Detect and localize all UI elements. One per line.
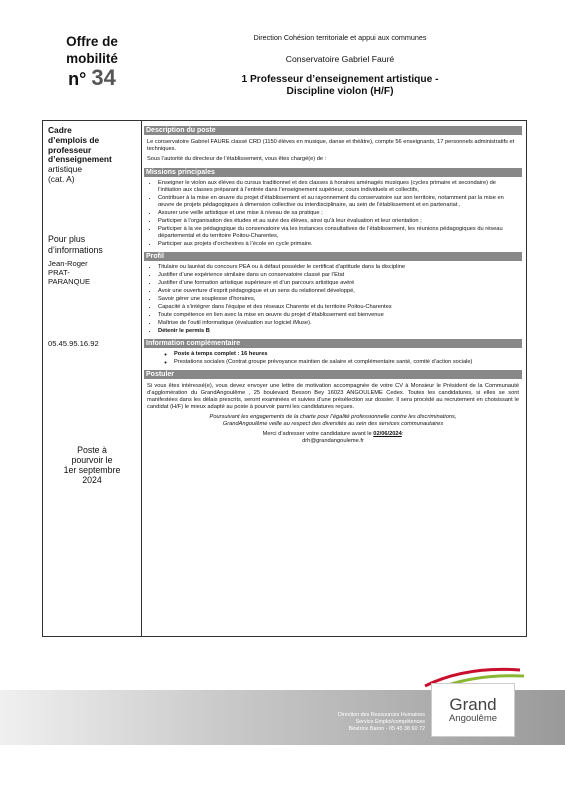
list-item: • Assurer une veille artistique et une mise à niveau de sa pratique ; <box>158 210 519 217</box>
send-prefix: Merci d’adresser votre candidature avant le <box>262 431 372 437</box>
list-item: ◦ Poste à temps complet : 16 heures <box>174 351 522 358</box>
cadre-emplois <box>48 126 138 185</box>
postuler-text: Si vous êtes intéressé(e), vous devez envoyer une lettre de motivation accompagnée de votre CV à Monsieur le Président de la Communauté d’agglomération du GrandAngoulême , 25 boulevard Besson Bey 16023 ANGOULEME Cedex. Toutes les candidatures, si elles se sont manifestées dans les délais prescrits, seront examinées et suivies d’une présélection sur dossier. Il sera procédé au recrutement en choisissant le candidat (H/F) le mieux adapté au poste à pourvoir parmi les candidatures reçues. <box>147 383 519 410</box>
cadre-line: d’enseignement <box>48 154 112 165</box>
description-text-1: Le conservatoire Gabriel FAURE classé CRD (1150 élèves en musique, danse et théâtre), compte 56 enseignants, 17 personnels administratifs et techniques. <box>147 139 515 152</box>
send-suffix: : <box>401 431 404 437</box>
post-start-date <box>43 445 141 485</box>
postuler-heading: Postuler <box>144 370 522 379</box>
contact-line: PARANQUE <box>48 277 91 286</box>
cadre-line: professeur <box>48 144 92 155</box>
list-item: • Enseigner le violon aux élèves du cursus traditionnel et des classes à horaires aménagés musiques (cycles primaire et secondaire) de l’initiation aux classes préparant à l’entrée dans l’enseignement supérieur, cours individuels et collectifs, <box>158 180 519 194</box>
list-item: • Contribuer à la mise en œuvre du projet d’établissement et au rayonnement du conservatoire sur son territoire, notamment par la mise en œuvre de projets pédagogiques à dimension collective ou interdisciplinaire, au sein de l’établissement et en partenariat , <box>158 195 519 209</box>
offer-number <box>42 65 142 90</box>
charter-text <box>144 414 522 428</box>
list-item: • Participer à la vie pédagogique du conservatoire via les instances consultatives de l’établissement, les réunions pédagogiques du réseau départemental et du territoire Poitou-Charentes, <box>158 226 519 240</box>
list-item: • Justifier d’une expérience similaire dans un conservatoire classé par l’Etat <box>158 272 519 279</box>
offer-label-1: Offre de <box>66 34 118 49</box>
offer-number-value: 34 <box>91 65 116 90</box>
missions-heading: Missions principales <box>144 168 522 177</box>
offer-frame <box>42 120 527 637</box>
logo-text-2: Angoulême <box>448 713 498 724</box>
post-title-line-2: Discipline violon (H/F) <box>286 86 394 97</box>
direction-name: Direction Cohésion territoriale et appui aux communes <box>253 33 427 42</box>
more-info-line: Pour plus <box>48 234 86 244</box>
cadre-line: artistique <box>48 164 82 175</box>
cadre-line: Cadre <box>48 125 72 135</box>
complement-list <box>144 351 522 366</box>
logo-text-1: Grand <box>449 695 497 714</box>
start-line: Poste à <box>77 445 107 455</box>
list-item: • Capacité à s’intégrer dans l’équipe et des réseaux Charente et du territoire Poitou-Charentes <box>158 304 519 311</box>
send-instructions <box>144 431 522 445</box>
missions-list <box>144 180 522 248</box>
list-item: • Savoir gérer une souplesse d’horaires, <box>158 296 519 303</box>
list-item: • Participer à l’organisation des études et au suivi des élèves, ainsi qu’à leur évaluation et leur orientation ; <box>158 218 519 225</box>
list-item: ◦ Prestations sociales (Contrat groupe prévoyance maintien de salaire et complémentaire santé, comité d’action sociale) <box>174 359 522 366</box>
footer-line: Béatrice Baron - 05 45 38 60 72 <box>348 726 425 732</box>
more-info-line: d’informations <box>48 244 103 255</box>
description-heading: Description du poste <box>144 126 522 135</box>
footer-line: Direction des Ressources Humaines <box>337 712 425 718</box>
list-item: • Maîtrise de l’outil informatique (évaluation sur logiciel iMuse). <box>158 320 519 327</box>
footer-contact <box>338 712 425 733</box>
start-line: 2024 <box>82 475 102 485</box>
post-title <box>150 74 530 98</box>
start-line: pourvoir le <box>71 455 113 465</box>
offer-header <box>42 33 142 88</box>
deadline-date: 02/06/2024 <box>373 431 402 437</box>
grandangouleme-logo <box>431 683 515 737</box>
charter-line: Poursuivant les engagements de la charte pour l’égalité professionnelle contre les discriminations, <box>209 414 457 420</box>
list-item: • Toute compétence en lien avec la mise en œuvre du projet d’établissement est bienvenue <box>158 312 519 319</box>
list-item: • Titulaire ou lauréat du concours PEA ou à défaut posséder le certificat d’aptitude dans la discipline <box>158 264 519 271</box>
start-line: 1er septembre <box>63 465 121 475</box>
offer-label-2: mobilité <box>66 51 118 66</box>
more-info-label <box>48 234 138 255</box>
post-header <box>150 33 530 98</box>
cadre-line: d’emplois de <box>48 134 100 145</box>
contact-line: Jean-Roger <box>48 259 88 268</box>
post-title-line-1: 1 Professeur d’enseignement artistique - <box>241 74 439 85</box>
contact-line: PRAT- <box>48 268 70 277</box>
list-item: • Participer aux projets d’orchestres à l’école en cycle primaire. <box>158 241 519 248</box>
footer-line: Service Emploi/compétences <box>355 719 425 725</box>
side-column <box>43 121 142 636</box>
list-item: • Justifier d’une formation artistique supérieure et d’un parcours artistique avéré <box>158 280 519 287</box>
list-item: • Détenir le permis B <box>158 328 519 335</box>
list-item: • Avoir une ouverture d’esprit pédagogique et un sens du relationnel développé, <box>158 288 519 295</box>
contact-email[interactable]: drh@grandangouleme.fr <box>302 438 364 444</box>
charter-line: GrandAngoulême veille au respect des diversités au sein des services communautaires <box>222 421 444 427</box>
contact-name <box>48 259 138 286</box>
offer-number-prefix: n° <box>68 69 87 89</box>
main-column <box>144 124 522 448</box>
complement-heading: Information complémentaire <box>144 339 522 348</box>
contact-phone: 05.45.95.16.92 <box>48 339 99 348</box>
conservatoire-name: Conservatoire Gabriel Fauré <box>285 54 395 64</box>
description-text-2: Sous l’autorité du directeur de l’établissement, vous êtes chargé(e) de : <box>147 156 327 162</box>
profil-list <box>144 264 522 335</box>
cadre-line: (cat. A) <box>48 173 75 184</box>
profil-heading: Profil <box>144 252 522 261</box>
